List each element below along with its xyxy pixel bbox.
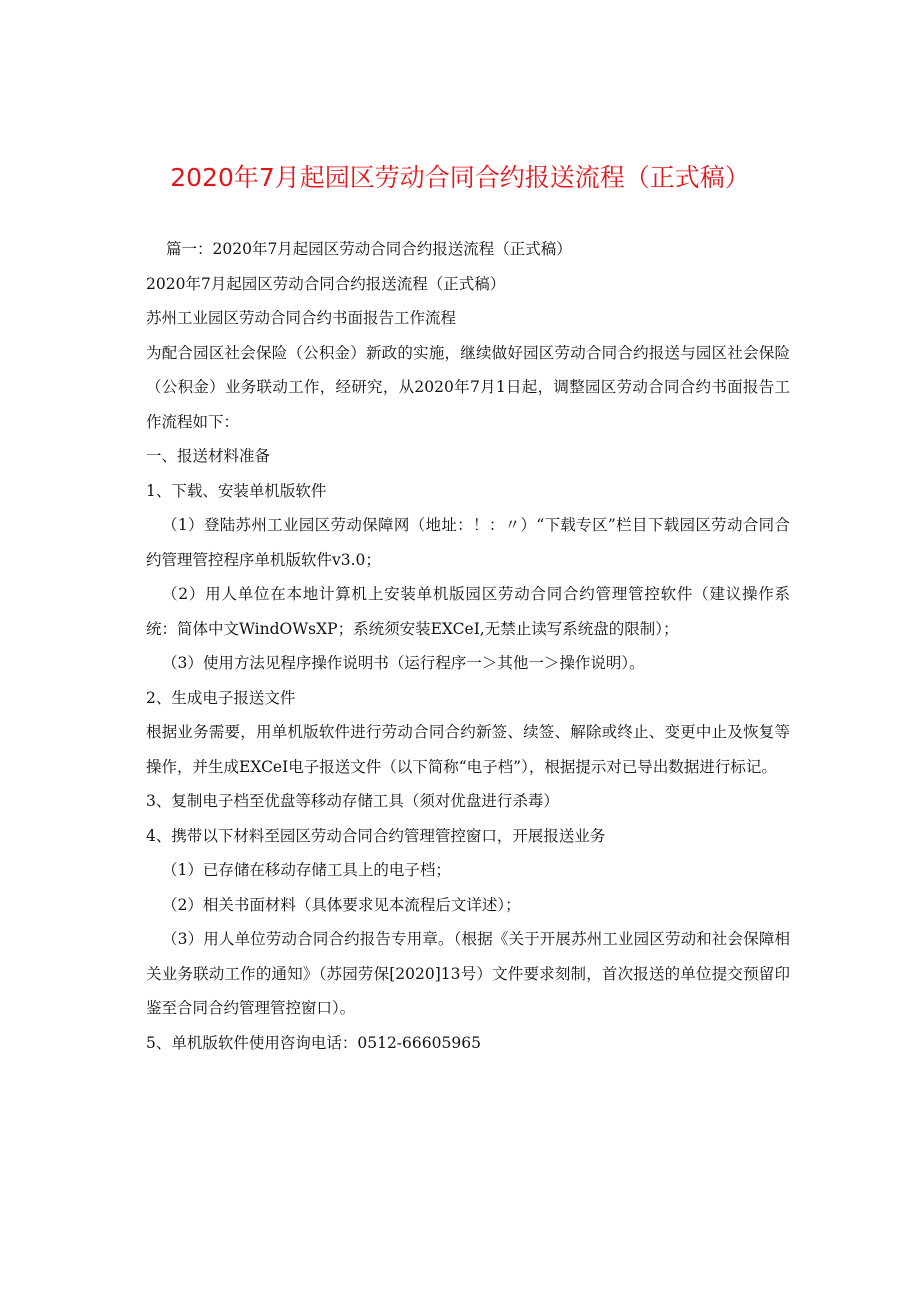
heading-bring-materials: 4、携带以下材料至园区劳动合同合约管理管控窗口，开展报送业务 xyxy=(146,826,606,845)
list-item-download: （1）登陆苏州工业园区劳动保障网（地址：！：〃）“下载专区”栏目下载园区劳动合同合约管理管控程序单机版软件v3.0； xyxy=(146,516,790,569)
document-title: 2020年7月起园区劳动合同合约报送流程（正式稿） xyxy=(170,163,750,192)
paragraph-generate-file: 根据业务需要，用单机版软件进行劳动合同合约新签、续签、解除或终止、变更中止及恢复等操作，并生成EXCeI电子报送文件（以下简称“电子档”），根据提示对已导出数据进行标记。 xyxy=(146,723,790,776)
document-body xyxy=(146,232,790,1060)
list-item-usage: （3）使用方法见程序操作说明书（运行程序一＞其他一＞操作说明）。 xyxy=(162,654,645,672)
list-item-paper-materials: （2）相关书面材料（具体要求见本流程后文详述）； xyxy=(162,895,521,914)
paragraph-hotline: 5、单机版软件使用咨询电话：0512-66605965 xyxy=(146,1033,481,1052)
paragraph-workflow-title: 苏州工业园区劳动合同合约书面报告工作流程 xyxy=(146,309,457,327)
heading-copy-file: 3、复制电子档至优盘等移动存储工具（须对优盘进行杀毒） xyxy=(146,792,559,810)
heading-download-install: 1、下载、安装单机版软件 xyxy=(146,481,327,500)
list-item-install: （2）用人单位在本地计算机上安装单机版园区劳动合同合约管理管控软件（建议操作系统：简体中文WindOWsXP；系统须安装EXCeI,无禁止读写系统盘的限制）； xyxy=(146,585,790,638)
paragraph-section-heading: 篇一：2020年7月起园区劳动合同合约报送流程（正式稿） xyxy=(166,240,572,258)
list-item-electronic-file: （1）已存储在移动存储工具上的电子档； xyxy=(162,861,451,879)
heading-generate-file: 2、生成电子报送文件 xyxy=(146,688,296,707)
heading-materials-preparation: 一、报送材料准备 xyxy=(146,447,271,465)
paragraph-subtitle: 2020年7月起园区劳动合同合约报送流程（正式稿） xyxy=(146,274,506,293)
list-item-seal: （3）用人单位劳动合同合约报告专用章。（根据《关于开展苏州工业园区劳动和社会保障相关业务联动工作的通知》（苏园劳保[2020]13号）文件要求刻制，首次报送的单位提交预留印鉴至合同合约管理管控窗口）。 xyxy=(146,930,790,1017)
paragraph-intro: 为配合园区社会保险（公积金）新政的实施，继续做好园区劳动合同合约报送与园区社会保险（公积金）业务联动工作，经研究，从2020年7月1日起，调整园区劳动合同合约书面报告工作流程如下： xyxy=(146,343,790,431)
